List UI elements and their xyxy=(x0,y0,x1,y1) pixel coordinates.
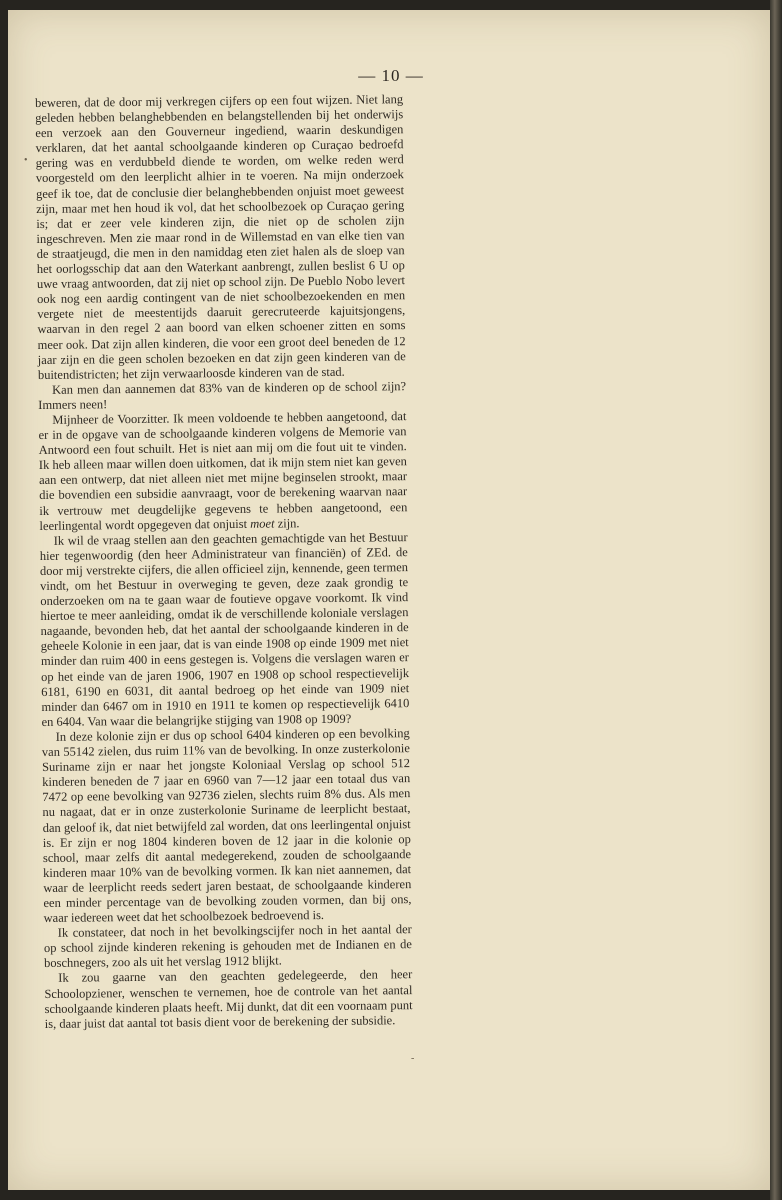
margin-mark: - xyxy=(411,1053,415,1064)
paragraph: Ik wil de vraag stellen aan den geachten gemachtigde van het Bestuur hier tegenwoordig (den heer Administrateur van financiën) of ZEd. de door mij verstrekte cijfers, die allen officieel zijn, kennende, geen termen vindt, om het Bestuur in overweging te geven, deze zaak grondig te onderzoeken om na te gaan waar de foutieve opgave voorkomt. Ik vind hiertoe te meer aanleiding, omdat ik de verschillende koloniale verslagen nagaande, bevonden heb, dat het aantal der schoolgaande kinderen in de geheele Kolonie in een jaar, dat is van einde 1908 op einde 1909 met niet minder dan ruim 400 in eens gestegen is. Volgens die verslagen waren er op het einde van de jaren 1906, 1907 en 1908 op school respectievelijk 6181, 6190 en 6031, dit aantal bedroeg op het einde van 1909 niet minder dan 6467 om in 1910 en 1911 te komen op respectievelijk 6410 en 6404. Van waar die belangrijke stijging van 1908 op 1909? xyxy=(39,529,410,729)
paragraph: Ik zou gaarne van den geachten gedelegeerde, den heer Schoolopziener, wenschen te vernemen, hoe de controle van het aantal schoolgaande kinderen plaats heeft. Mij dunkt, dat dit een voornaam punt is, daar juist dat aantal tot basis dient voor de berekening der subsidie. xyxy=(44,967,413,1031)
paragraph: beweren, dat de door mij verkregen cijfers op een fout wijzen. Niet lang geleden hebben belanghebbenden en belangstellenden bij het onderwijs een verzoek aan den Gouverneur ingediend, waarin deskundigen verklaren, dat het aantal schoolgaande kinderen op Curaçao bedroefd gering was en verdubbeld diende te worden, om welke reden werd voorgesteld om den leerplicht alhier in te voeren. Na mijn onderzoek geef ik toe, dat de conclusie dier belanghebbenden onjuist moet geweest zijn, maar met hen houd ik vol, dat het schoolbezoek op Curaçao gering is; dat er zeer vele kinderen zijn, die niet op de scholen zijn ingeschreven. Men zie maar rond in de Willemstad en van elke tien van de straatjeugd, die men in den namiddag eten ziet halen als de sloep van het oorlogsschip dat aan den Waterkant aanbrengt, zullen beslist 6 U op uwe vraag antwoorden, dat zij niet op school zijn. De Pueblo Nobo levert ook nog een aardig contingent van de niet schoolbezoekenden en men vergete niet de meestentijds daaruit gerecruteerde kajuitsjongens, waarvan in den regel 2 aan boord van elken schoener zitten en soms meer ook. Dat zijn allen kinderen, die voor een groot deel beneden de 12 jaar zijn en die geen scholen bezoeken en dat zijn geen kinderen van de buitendistricten; het zijn verwaarloosde kinderen van de stad. xyxy=(35,92,406,382)
body-text xyxy=(35,92,413,1032)
page-edge xyxy=(770,0,782,1200)
margin-mark: • xyxy=(24,155,28,166)
paragraph xyxy=(38,409,407,534)
emphasis-word: moet xyxy=(250,516,275,531)
paragraph: Ik constateer, dat noch in het bevolkingscijfer noch in het aantal der op school zijnde kinderen rekening is gehouden met de Indianen en de boschnegers, zoo als uit het verslag 1912 blijkt. xyxy=(43,922,412,971)
paragraph-tail: zijn. xyxy=(277,515,300,531)
paragraph: Kan men dan aannemen dat 83% van de kinderen op de school zijn? Immers neen! xyxy=(38,378,407,412)
paragraph-text: Mijnheer de Voorzitter. Ik meen voldoende te hebben aangetoond, dat er in de opgave van de schoolgaande kinderen volgens de Memorie van Antwoord een fout schuilt. Het is niet aan mij om die fout uit te vinden. Ik heb alleen maar willen doen uitkomen, dat ik mijn stem niet kan geven aan een ontwerp, dat niet alleen niet met mijne beginselen strookt, maar die bovendien een subsidie aanvraagt, voor de berekening waarvan naar ik vertrouw met deugdelijke gegevens te hebben aangetoond, een leerlingental wordt opgegeven dat onjuist xyxy=(38,409,408,533)
page-number: — 10 — xyxy=(358,66,424,85)
paragraph: In deze kolonie zijn er dus op school 6404 kinderen op een bevolking van 55142 zielen, dus ruim 11% van de bevolking. In onze zusterkolonie Suriname zijn er naar het jongste Koloniaal Verslag op school 512 kinderen beneden de 7 jaar en 6960 van 7—12 jaar een totaal dus van 7472 op eene bevolking van 92736 zielen, slechts ruim 8% dus. Als men nu nagaat, dat er in onze zusterkolonie Suriname de leerplicht bestaat, dan geloof ik, dat niet betwijfeld zal worden, dat ons leerlingental onjuist is. Er zijn er nog 1804 kinderen boven de 12 jaar in die kolonie op school, maar zelfs dit aantal medegerekend, zouden de schoolgaande kinderen maar 10% van de bevolking vormen. Ik kan niet aannemen, dat waar de leerplicht reeds sedert jaren bestaat, de schoolgaande kinderen een minder percentage van de bevolking zouden vormen, dan bij ons, waar iedereen weet dat het schoolbezoek bedroevend is. xyxy=(41,726,412,926)
